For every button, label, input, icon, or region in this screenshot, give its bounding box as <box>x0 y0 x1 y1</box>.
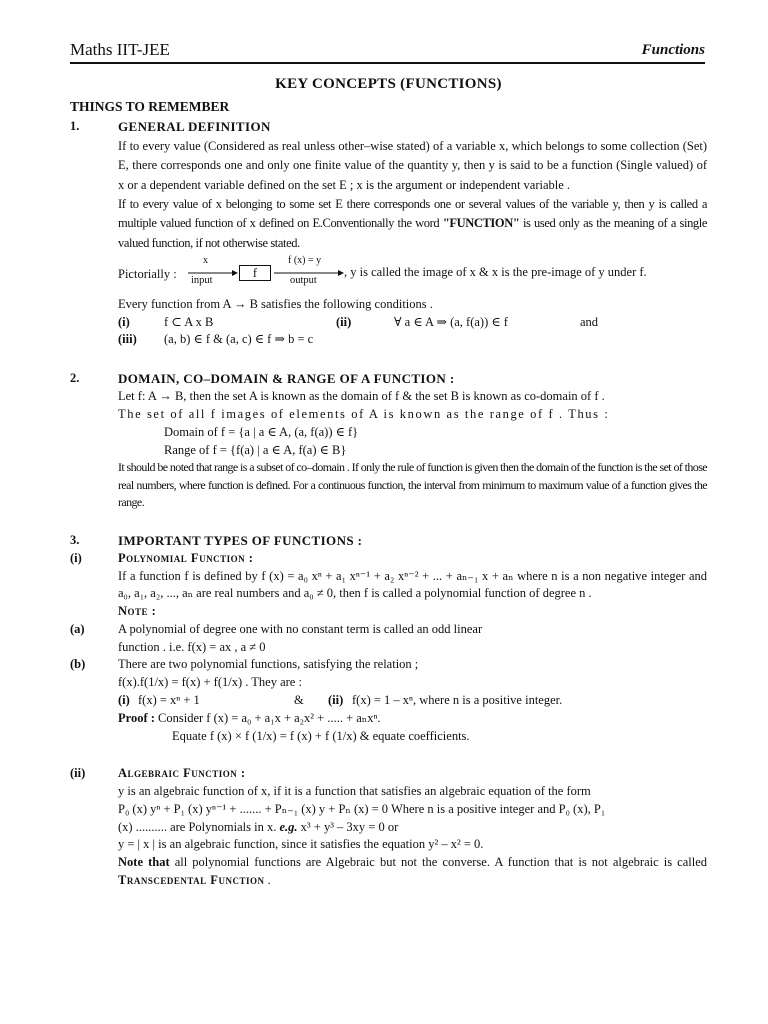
subsection-algebraic <box>70 765 707 889</box>
domain-definition: Domain of f = {a | a ∈ A, (a, f(a)) ∈ f} <box>164 424 359 439</box>
algebraic-line-4: y = | x | is an algebraic function, since it satisfies the equation y² – x² = 0. <box>118 837 484 852</box>
section-3-number: 3. <box>70 532 80 547</box>
note-a-line-1: A polynomial of degree one with no constant term is called an odd linear <box>118 621 483 636</box>
pict-fx: f (x) = y <box>288 255 322 267</box>
subheading-things: THINGS TO REMEMBER <box>70 99 230 115</box>
function-box-label: f <box>252 266 258 281</box>
conditions-intro: Every function from A → B satisfies the following conditions . <box>118 297 433 312</box>
s2-line-1: Let f: A → B, then the set A is known as the domain of f & the set B is known as co-domain of f . <box>118 389 605 404</box>
s1-p2-a: If to every value of x belonging to some set E there corresponds one or several values of the variable y, then y is called a multiple valued function of x defined on E.Conventionally the word <box>118 197 707 231</box>
pictorial-diagram <box>118 257 707 291</box>
pictorial-label: Pictorially : <box>118 267 177 282</box>
header-topic: Functions <box>641 42 705 58</box>
note-a <box>70 621 707 657</box>
subsection-ii-label: (ii) <box>70 766 86 781</box>
algebraic-note <box>118 854 707 890</box>
function-box <box>239 265 271 281</box>
s2-paragraph: It should be noted that range is a subset of co–domain . If only the rule of function is given then the domain of the function is the set of those real numbers, where function is defined. For a continuous function, the interval from minimum to maximum value of a function gives the range. <box>118 460 707 510</box>
alg-note-label: Note that <box>118 855 170 870</box>
section-3 <box>70 532 707 550</box>
algebraic-line-3 <box>118 819 707 837</box>
note-b-line-3 <box>118 692 707 710</box>
note-b-label: (b) <box>70 657 86 672</box>
section-2 <box>70 370 707 512</box>
polynomial-definition: If a function f is defined by f (x) = a₀ xⁿ + a₁ xⁿ⁻¹ + a₂ xⁿ⁻² + ... + aₙ₋₁ x + aₙ where n is a non negative integer and a₀, a₁, a₂, ..., aₙ are real numbers and a₀ ≠ 0, then f is called a polynomial function of degree n . <box>118 568 707 601</box>
s1-paragraph-1: If to every value (Considered as real unless other–wise stated) of a variable x, which belongs to some collection (Set) E, there corresponds one and only one finite value of the quantity y, then y is said to be a function (Single valued) of x or a dependent variable defined on the set E ; x is the argument or independent variable . <box>118 138 707 192</box>
cond-ii: ∀ a ∈ A ⇒ (a, f(a)) ∈ f <box>394 314 508 329</box>
cond-i-label: (i) <box>118 314 130 329</box>
condition-row-2 <box>118 331 707 348</box>
document-title: KEY CONCEPTS (FUNCTIONS) <box>275 76 502 92</box>
s1-paragraph-2 <box>118 195 707 253</box>
cond-and: and <box>580 314 599 329</box>
s1-p2-function-word: "FUNCTION" <box>442 216 520 231</box>
s2-line-2: The set of all f images of elements of A is known as the range of f . Thus : <box>118 407 610 422</box>
algebraic-heading: Algebraic Function : <box>118 766 246 781</box>
note-b <box>70 656 707 710</box>
b3-fn-1: f(x) = xⁿ + 1 <box>138 692 200 707</box>
algebraic-line-2: P₀ (x) yⁿ + P₁ (x) yⁿ⁻¹ + ....... + Pₙ₋₁ (x) y + Pₙ (x) = 0 Where n is a positive integer and P₀ (x), P₁ <box>118 801 606 816</box>
b3-amp: & <box>294 692 304 707</box>
section-1-heading: GENERAL DEFINITION <box>118 119 271 135</box>
b3-i-label: (i) <box>118 692 130 707</box>
pict-x: x <box>203 255 208 267</box>
proof-line-1 <box>118 710 707 728</box>
cond-ii-label: (ii) <box>336 314 352 329</box>
page-header <box>70 38 705 64</box>
proof-block <box>70 710 707 746</box>
pict-input: input <box>191 275 213 287</box>
alg-l3-a: (x) .......... are Polynomials in x. <box>118 819 280 834</box>
subsection-i-label: (i) <box>70 550 82 565</box>
note-b-line-2: f(x).f(1/x) = f(x) + f(1/x) . They are : <box>118 675 302 690</box>
document-body <box>70 74 707 890</box>
note-a-line-2: function . i.e. f(x) = ax , a ≠ 0 <box>118 639 266 654</box>
section-2-number: 2. <box>70 370 80 385</box>
proof-text-1: Consider f (x) = a₀ + a₁x + a₂x² + ..... + aₙxⁿ. <box>158 710 381 725</box>
section-1-number: 1. <box>70 119 80 134</box>
proof-label: Proof : <box>118 710 155 725</box>
section-1 <box>70 118 707 347</box>
algebraic-line-1: y is an algebraic function of x, if it is a function that satisfies an algebraic equation of the form <box>118 784 591 799</box>
proof-line-2: Equate f (x) × f (1/x) = f (x) + f (1/x) & equate coefficients. <box>172 728 470 743</box>
cond-i: f ⊂ A x B <box>164 314 214 329</box>
polynomial-heading: Polynomial Function : <box>118 550 254 565</box>
condition-row-1 <box>118 314 707 331</box>
note-label: Note : <box>118 604 157 619</box>
note-a-label: (a) <box>70 621 85 636</box>
s1-p2-c: is used only as the meaning of a single valued function, if not otherwise stated. <box>118 216 707 250</box>
section-3-heading: IMPORTANT TYPES OF FUNCTIONS : <box>118 532 363 548</box>
alg-note-end: . <box>264 872 271 887</box>
transcendental-term: Transcedental Function <box>118 872 265 887</box>
pict-output: output <box>290 275 317 287</box>
section-2-heading: DOMAIN, CO–DOMAIN & RANGE OF A FUNCTION : <box>118 370 455 386</box>
cond-iii: (a, b) ∈ f & (a, c) ∈ f ⇒ b = c <box>164 331 314 346</box>
note-b-line-1: There are two polynomial functions, satisfying the relation ; <box>118 657 419 672</box>
range-definition: Range of f = {f(a) | a ∈ A, f(a) ∈ B} <box>164 442 347 457</box>
b3-ii-label: (ii) <box>328 692 344 707</box>
cond-iii-label: (iii) <box>118 331 137 346</box>
alg-note-text: all polynomial functions are Algebraic but not the converse. A function that is not algebraic is called <box>169 855 708 870</box>
subsection-polynomial <box>70 550 707 621</box>
b3-fn-2: f(x) = 1 – xⁿ, where n is a positive integer. <box>352 692 563 707</box>
alg-l3-c: x³ + y³ – 3xy = 0 or <box>297 819 399 834</box>
pictorial-tail: , y is called the image of x & x is the pre-image of y under f. <box>344 265 647 280</box>
header-subject: Maths IIT-JEE <box>70 40 170 59</box>
alg-eg: e.g. <box>279 819 298 834</box>
